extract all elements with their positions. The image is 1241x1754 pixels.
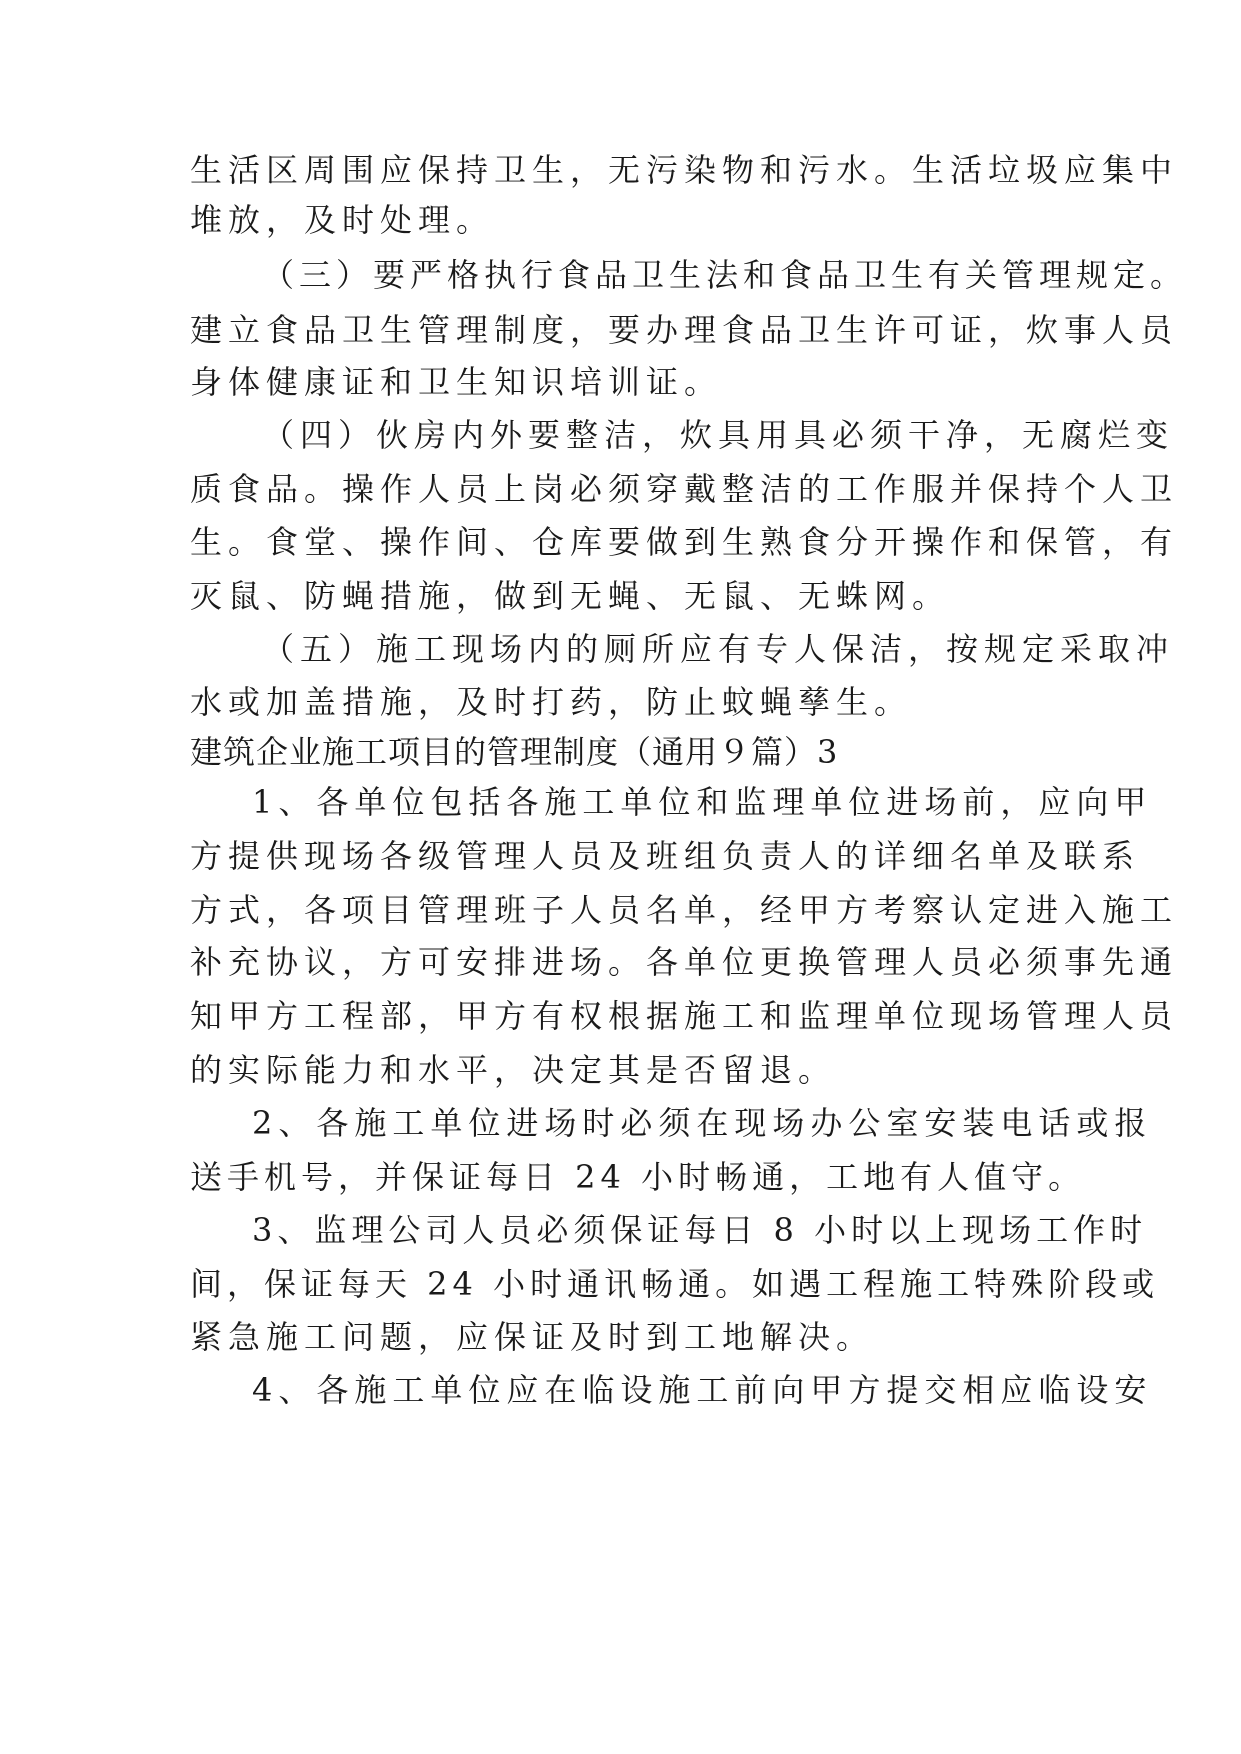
paragraph-line: 送手机号，并保证每日 24 小时畅通，工地有人值守。 [190, 1158, 1086, 1196]
paragraph-line: 知甲方工程部，甲方有权根据施工和监理单位现场管理人员 [190, 997, 1179, 1035]
paragraph-line: 方式，各项目管理班子人员名单，经甲方考察认定进入施工 [190, 891, 1179, 929]
paragraph-line: 补充协议，方可安排进场。各单位更换管理人员必须事先通 [190, 943, 1179, 981]
paragraph-line: 3、监理公司人员必须保证每日 8 小时以上现场工作时 [252, 1211, 1148, 1249]
section-heading: 建筑企业施工项目的管理制度（通用９篇）3 [190, 733, 839, 771]
paragraph-line: （四）伙房内外要整洁，炊具用具必须干净，无腐烂变 [262, 416, 1175, 454]
paragraph-line: 紧急施工问题，应保证及时到工地解决。 [190, 1318, 875, 1356]
paragraph-line: 4、各施工单位应在临设施工前向甲方提交相应临设安 [252, 1371, 1153, 1409]
paragraph-line: 方提供现场各级管理人员及班组负责人的详细名单及联系 [190, 837, 1141, 875]
paragraph-line: 水或加盖措施，及时打药，防止蚊蝇孳生。 [190, 683, 913, 721]
paragraph-line: （五）施工现场内的厕所应有专人保洁，按规定采取冲 [262, 630, 1175, 668]
paragraph-line: 2、各施工单位进场时必须在现场办公室安装电话或报 [252, 1104, 1153, 1142]
paragraph-line: 堆放，及时处理。 [190, 201, 495, 239]
paragraph-line: （三）要严格执行食品卫生法和食品卫生有关管理规定。 [262, 256, 1188, 294]
paragraph-line: 身体健康证和卫生知识培训证。 [190, 363, 723, 401]
paragraph-line: 生活区周围应保持卫生，无污染物和污水。生活垃圾应集中 [190, 151, 1179, 189]
paragraph-line: 1、各单位包括各施工单位和监理单位进场前，应向甲 [252, 783, 1153, 821]
paragraph-line: 灭鼠、防蝇措施，做到无蝇、无鼠、无蛛网。 [190, 577, 951, 615]
paragraph-line: 建立食品卫生管理制度，要办理食品卫生许可证，炊事人员 [190, 311, 1179, 349]
paragraph-line: 间，保证每天 24 小时通讯畅通。如遇工程施工特殊阶段或 [190, 1265, 1160, 1303]
paragraph-line: 质食品。操作人员上岗必须穿戴整洁的工作服并保持个人卫 [190, 470, 1179, 508]
paragraph-line: 生。食堂、操作间、仓库要做到生熟食分开操作和保管，有 [190, 523, 1179, 561]
paragraph-line: 的实际能力和水平，决定其是否留退。 [190, 1051, 837, 1089]
